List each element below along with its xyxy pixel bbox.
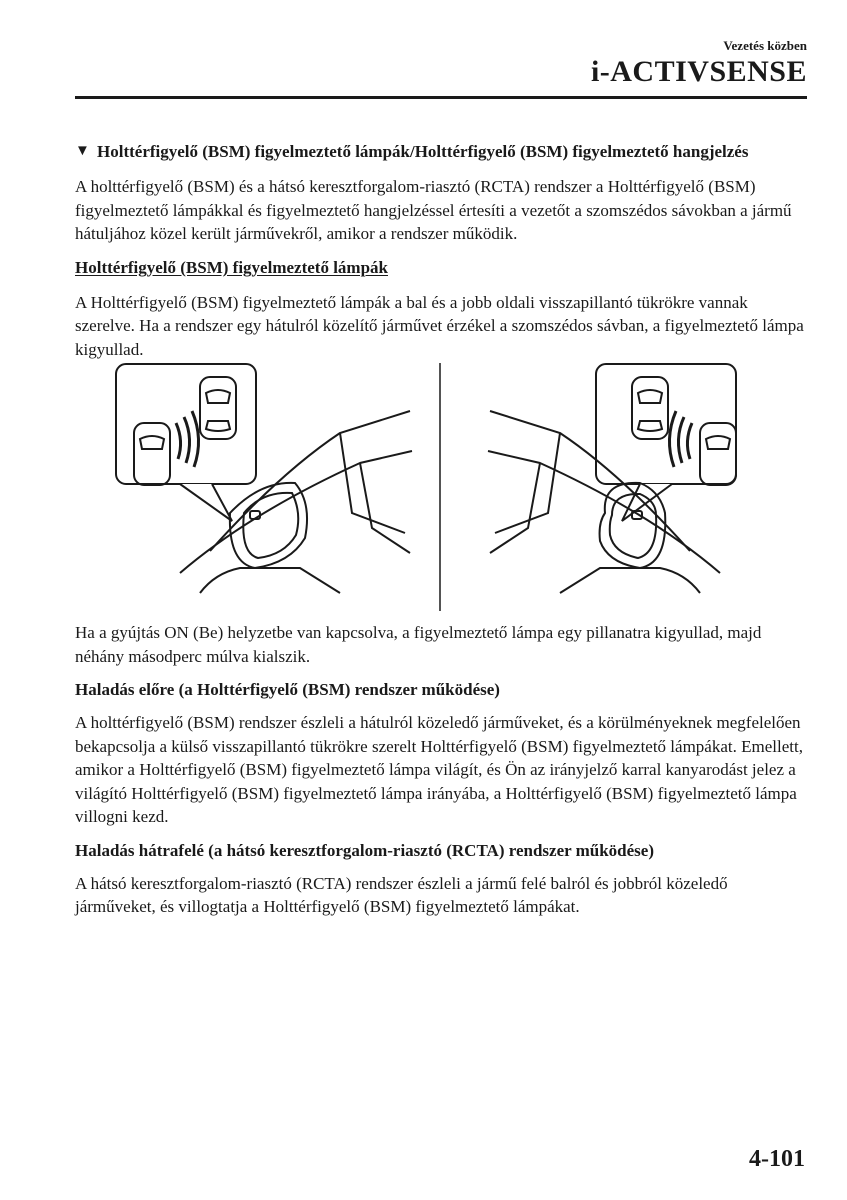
forward-heading: Haladás előre (a Holttérfigyelő (BSM) rendszer működése) bbox=[75, 680, 500, 700]
page-content bbox=[75, 140, 805, 929]
triangle-bullet-icon: ▼ bbox=[75, 143, 90, 159]
car-top-view-icon bbox=[200, 377, 236, 439]
lamps-paragraph: A Holttérfigyelő (BSM) figyelmeztető lámpák a bal és a jobb oldali visszapillantó tükrökre vannak szerelve. Ha a rendszer egy hátulról közelítő járművet érzékel a szomszédos sávban, a figyelmeztető lámpa kigyullad. bbox=[75, 293, 804, 359]
warning-wave-icon bbox=[669, 411, 692, 467]
left-a-pillar bbox=[210, 411, 410, 551]
car-top-view-icon bbox=[700, 423, 736, 485]
lamps-heading: Holttérfigyelő (BSM) figyelmeztető lámpák bbox=[75, 257, 388, 277]
page-number: 4-101 bbox=[749, 1146, 805, 1172]
reverse-paragraph: A hátsó keresztforgalom-riasztó (RCTA) rendszer észleli a jármű felé balról és jobbról közeledő járműveket, és villogtatja a Holttérfigyelő (BSM) figyelmeztető lámpákat. bbox=[75, 873, 728, 917]
section-heading-text: Holttérfigyelő (BSM) figyelmeztető lámpák/Holttérfigyelő (BSM) figyelmeztető hangjelzés bbox=[97, 142, 749, 161]
mirror-figure bbox=[75, 363, 805, 613]
reverse-heading: Haladás hátrafelé (a hátsó keresztforgalom-riasztó (RCTA) rendszer működése) bbox=[75, 840, 655, 860]
mirror-illustration bbox=[0, 363, 847, 613]
car-top-view-icon bbox=[632, 377, 668, 439]
intro-paragraph: A holttérfigyelő (BSM) és a hátsó keresztforgalom-riasztó (RCTA) rendszer a Holttérfigyelő (BSM) figyelmeztető lámpákkal és figyelmeztető hangjelzéssel értesíti a vezetőt a szomszédos sávokban a jármű hátuljához közel került járművekről, amikor a rendszer működik. bbox=[75, 177, 792, 244]
right-a-pillar bbox=[490, 411, 690, 551]
chapter-title: i-ACTIVSENSE bbox=[590, 55, 807, 88]
left-callout-pointer bbox=[180, 484, 232, 521]
ignition-paragraph: Ha a gyújtás ON (Be) helyzetbe van kapcsolva, a figyelmeztető lámpa egy pillanatra kigyullad, majd néhány másodperc múlva kialszik. bbox=[75, 623, 762, 666]
header-rule bbox=[75, 96, 807, 99]
car-top-view-icon bbox=[134, 423, 170, 485]
section-heading bbox=[75, 140, 805, 163]
warning-wave-icon bbox=[176, 411, 199, 467]
forward-paragraph: A holttérfigyelő (BSM) rendszer észleli a hátulról közeledő járműveket, és a körülményeknek megfelelően bekapcsolja a külső visszapillantó tükrökre szerelt Holttérfigyelő (BSM) figyelmeztető lámpákat. Emellett, amikor a Holttérfigyelő (BSM) figyelmeztető lámpa világít, és Ön az irányjelző karral kanyarodást jelez a világító Holttérfigyelő (BSM) figyelmeztető lámpa irányába, a Holttérfigyelő (BSM) figyelmeztető lámpa villogni kezd. bbox=[75, 713, 803, 827]
chapter-subtitle: Vezetés közben bbox=[723, 38, 807, 53]
